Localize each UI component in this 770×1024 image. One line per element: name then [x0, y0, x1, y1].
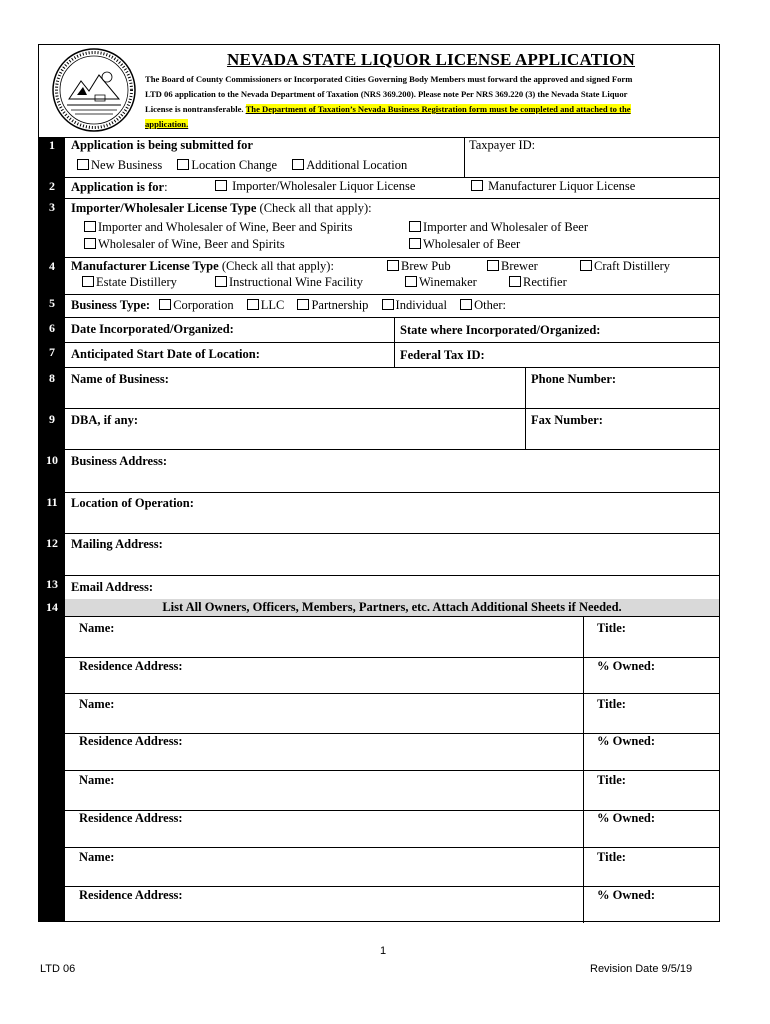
owner-4-title-field[interactable]: Title:: [597, 850, 626, 864]
taxpayer-id-label: Taxpayer ID:: [469, 138, 536, 152]
owners-section-heading: List All Owners, Officers, Members, Partners, etc. Attach Additional Sheets if Needed.: [162, 600, 622, 614]
partnership-checkbox[interactable]: [297, 299, 309, 310]
owner-4-name-field[interactable]: Name:: [79, 850, 115, 864]
business-name-field[interactable]: Name of Business:: [71, 372, 169, 386]
application-form: NEVADA STATE LIQUOR LICENSE APPLICATION The Board of County Commissioners or Incorporated Cities Governing Body Members must forward the approved and signed Form LTD 06 application to the Nevada Department of Taxation (NRS 369.200). Please note Per NRS 369.220 (3) the Nevada State Liquor License is nontransferable. The Department of Taxation’s Nevada Business Registration form must be completed and attached to the application. 1 Application is being submitted for Taxpayer ID: New Business Location Change Additional Location 2 Application is for: Importer/Wholesaler Liquor License Manufacturer Liquor License 3 Importer/Wholesaler License Type (Check all that apply): Importer and Wholesaler of Wine, Beer and Spirits Importer and Wholesaler of Beer Wholesaler of Wine, Beer and Spirits Wholesaler of Beer 4 Manufacturer License Type (Check all that apply): Brew Pub Brewer Craft Distillery Estate Distillery Instructional Wine Facility Winemaker Rectifier 5 Business Type: Corporation LLC Partnership Individual Other: 6 Date Incorporated/Organized: State where Incorporated/Organized: 7 Anticipated Start Date of Location: Federal Tax ID: 8 Name of Business: Phone Number: 9 DBA, if any: Fax Number: 10 Business Address: 11 Location of Operation: 12 Mailing Address: 13 Email Address: 14 List All Owners, Officers, Members, Partners, etc. Attach Additional Sheets if Needed. Name: Title: Residence Address: % Owned: Name: Title: Residence Address: % Owned: Name: Title: Residence Address: % Owned: Name: Title: Residence Address: % Owned:: [38, 44, 720, 922]
new-business-checkbox[interactable]: [77, 159, 89, 170]
brew-pub-checkbox[interactable]: [387, 260, 399, 271]
start-date-field[interactable]: Anticipated Start Date of Location:: [71, 347, 260, 361]
form-title: NEVADA STATE LIQUOR LICENSE APPLICATION: [226, 50, 636, 69]
owner-1-residence-field[interactable]: Residence Address:: [79, 659, 183, 673]
email-address-field[interactable]: Email Address:: [71, 580, 154, 594]
federal-tax-id-field[interactable]: Federal Tax ID:: [400, 348, 485, 362]
llc-checkbox[interactable]: [247, 299, 259, 310]
owner-1-owned-field[interactable]: % Owned:: [597, 659, 655, 673]
dba-field[interactable]: DBA, if any:: [71, 413, 139, 427]
iw-wine-beer-spirits-checkbox[interactable]: [84, 221, 96, 232]
craft-distillery-checkbox[interactable]: [580, 260, 592, 271]
date-incorporated-field[interactable]: Date Incorporated/Organized:: [71, 322, 234, 336]
application-for-label: Application is for:: [71, 180, 168, 194]
individual-checkbox[interactable]: [382, 299, 394, 310]
application-submitted-label: Application is being submitted for: [71, 138, 253, 152]
mailing-address-field[interactable]: Mailing Address:: [71, 537, 163, 551]
location-of-operation-field[interactable]: Location of Operation:: [71, 496, 194, 510]
manufacturer-type-label: Manufacturer License Type (Check all that apply):: [71, 259, 334, 273]
state-incorporated-field[interactable]: State where Incorporated/Organized:: [400, 323, 601, 337]
corporation-checkbox[interactable]: [159, 299, 171, 310]
instructional-wine-checkbox[interactable]: [215, 276, 227, 287]
fax-number-field[interactable]: Fax Number:: [531, 413, 603, 427]
owner-3-title-field[interactable]: Title:: [597, 773, 626, 787]
location-change-checkbox[interactable]: [177, 159, 189, 170]
owner-2-title-field[interactable]: Title:: [597, 697, 626, 711]
owner-2-owned-field[interactable]: % Owned:: [597, 734, 655, 748]
owner-2-residence-field[interactable]: Residence Address:: [79, 734, 183, 748]
owner-1-title-field[interactable]: Title:: [597, 621, 626, 635]
page-number: 1: [380, 945, 387, 957]
owner-3-owned-field[interactable]: % Owned:: [597, 811, 655, 825]
owner-3-name-field[interactable]: Name:: [79, 773, 115, 787]
phone-number-field[interactable]: Phone Number:: [531, 372, 617, 386]
header-instructions: The Board of County Commissioners or Incorporated Cities Governing Body Members must forward the approved and signed Form LTD 06 application to the Nevada Department of Taxation (NRS 369.200). Please note Per NRS 369.220 (3) the Nevada State Liquor License is nontransferable. The Department of Taxation’s Nevada Business Registration form must be completed and attached to the application.: [145, 74, 633, 129]
rectifier-checkbox[interactable]: [509, 276, 521, 287]
estate-distillery-checkbox[interactable]: [82, 276, 94, 287]
importer-type-label: Importer/Wholesaler License Type (Check all that apply):: [71, 201, 372, 215]
nevada-state-seal: [51, 47, 137, 133]
winemaker-checkbox[interactable]: [405, 276, 417, 287]
other-checkbox[interactable]: [460, 299, 472, 310]
w-beer-checkbox[interactable]: [409, 238, 421, 249]
owner-1-name-field[interactable]: Name:: [79, 621, 115, 635]
form-id: LTD 06: [40, 963, 76, 975]
business-address-field[interactable]: Business Address:: [71, 454, 167, 468]
row-number-column: [39, 137, 65, 921]
importer-wholesaler-checkbox[interactable]: [215, 180, 227, 191]
revision-date: Revision Date 9/5/19: [590, 963, 693, 975]
manufacturer-checkbox[interactable]: [471, 180, 483, 191]
brewer-checkbox[interactable]: [487, 260, 499, 271]
owner-4-residence-field[interactable]: Residence Address:: [79, 888, 183, 902]
owner-2-name-field[interactable]: Name:: [79, 697, 115, 711]
owner-4-owned-field[interactable]: % Owned:: [597, 888, 655, 902]
business-type-label: Business Type:: [71, 298, 151, 312]
iw-beer-checkbox[interactable]: [409, 221, 421, 232]
w-wine-beer-spirits-checkbox[interactable]: [84, 238, 96, 249]
owner-3-residence-field[interactable]: Residence Address:: [79, 811, 183, 825]
additional-location-checkbox[interactable]: [292, 159, 304, 170]
